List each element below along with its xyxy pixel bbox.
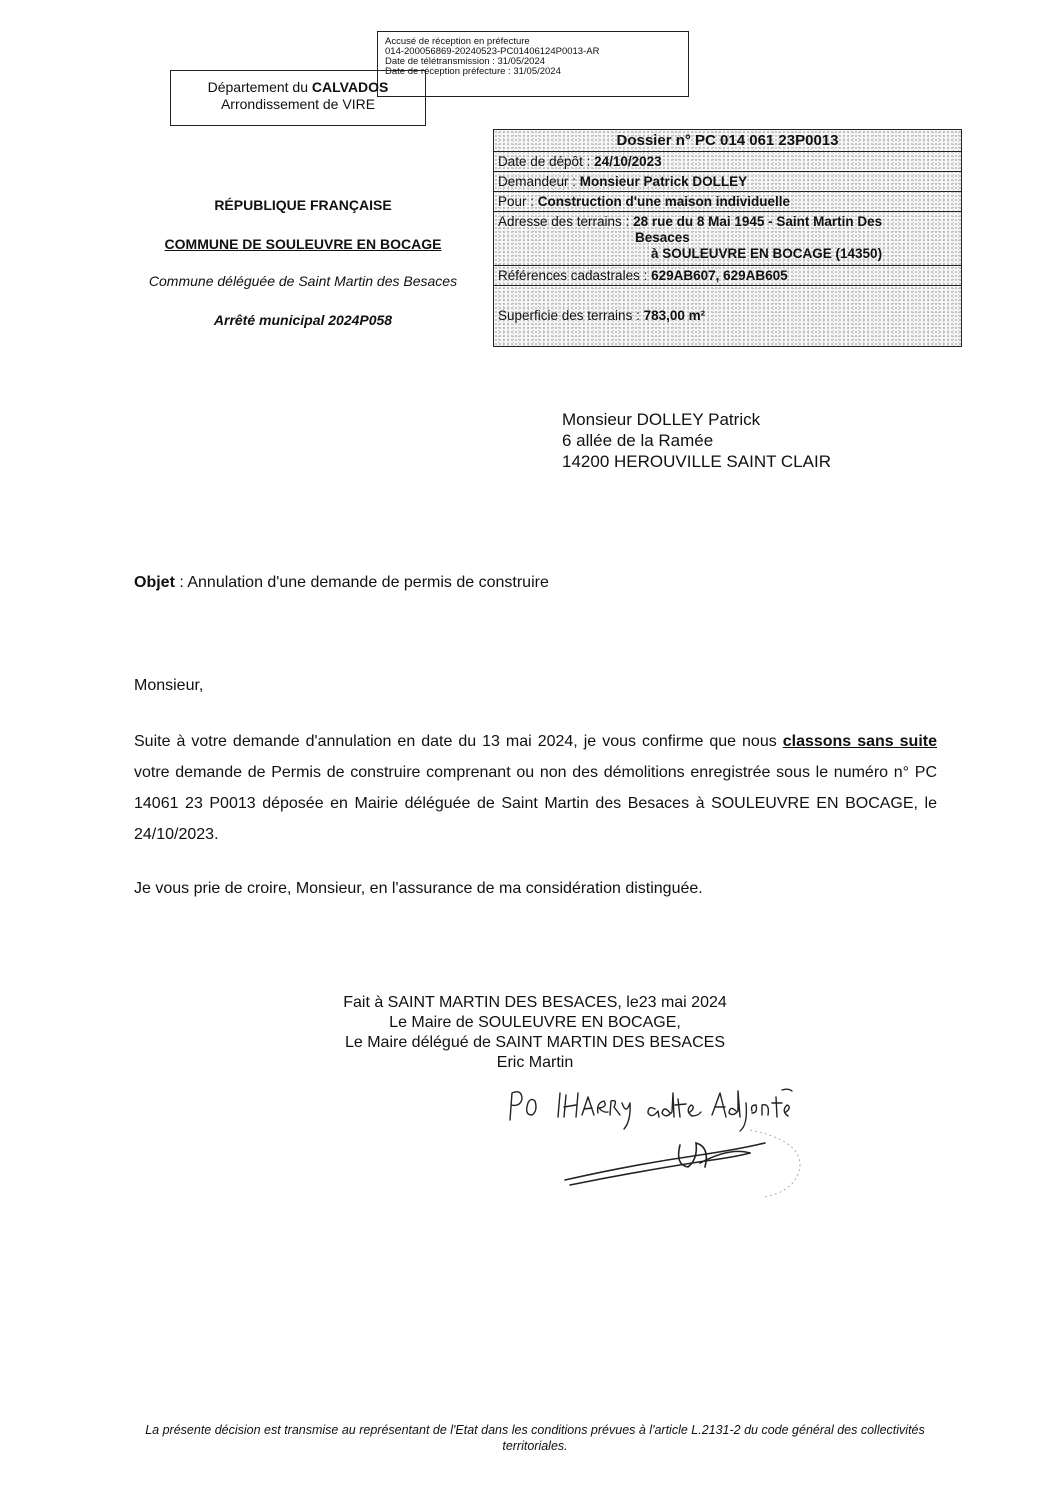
signature-mayor-title: Le Maire de SOULEUVRE EN BOCAGE, (389, 1014, 681, 1031)
dossier-row-adresse: Adresse des terrains : 28 rue du 8 Mai 1945 - Saint Martin Des Besaces à SOULEUVRE EN BOCAGE (14350) (494, 212, 961, 266)
signature-delegate-title: Le Maire délégué de SAINT MARTIN DES BESACES (344, 1034, 725, 1051)
letter-body-paragraph: Suite à votre demande d'annulation en date du 13 mai 2024, je vous confirme que nous classons sans suite votre demande de Permis de construire comprenant ou non des démolitions enregistrée sous le numéro n° PC 14061 23 P0013 déposée en Mairie déléguée de Saint Martin des Besaces à SOULEUVRE EN BOCAGE, le 24/10/2023. (134, 733, 938, 843)
dossier-row-superficie: Superficie des terrains : 783,00 m² (498, 308, 706, 323)
arrondissement-name: VIRE (342, 96, 376, 112)
letter-subject (134, 574, 549, 592)
dossier-row-demandeur: Demandeur : Monsieur Patrick DOLLEY (494, 172, 961, 192)
receipt-line: 014-200056869-20240523-PC01406124P0013-AR (385, 46, 600, 57)
receipt-line: Date de réception préfecture : 31/05/2024 (385, 66, 561, 77)
recipient-street: 6 allée de la Ramée (562, 431, 714, 450)
letter-closing: Je vous prie de croire, Monsieur, en l'assurance de ma considération distinguée. (134, 880, 703, 897)
signature-block (300, 993, 770, 1073)
departement-line: Département du CALVADOS (207, 79, 389, 95)
legal-footer: La présente décision est transmise au représentant de l'Etat dans les conditions prévues à l'article L.2131-2 du code général des collectivités territoriales. (145, 1423, 925, 1453)
commune-deleguee: Commune déléguée de Saint Martin des Besaces (148, 273, 458, 289)
handwritten-signature (500, 1085, 830, 1200)
subject-text: : Annulation d'une demande de permis de construire (174, 574, 549, 591)
subject-label: Objet (134, 574, 175, 591)
dossier-row-depot: Date de dépôt : 24/10/2023 (494, 152, 961, 172)
dossier-row-pour: Pour : Construction d'une maison individuelle (494, 192, 961, 212)
signature-name: Eric Martin (496, 1054, 574, 1071)
arrete-number: Arrêté municipal 2024P058 (213, 312, 393, 328)
departement-box (170, 70, 426, 126)
dossier-number: Dossier n° PC 014 061 23P0013 (494, 130, 961, 152)
receipt-line: Accusé de réception en préfecture (385, 36, 530, 47)
recipient-name: Monsieur DOLLEY Patrick (562, 410, 761, 429)
republic-heading: RÉPUBLIQUE FRANÇAISE (214, 197, 392, 213)
recipient-address (562, 409, 831, 472)
signature-place-date: Fait à SAINT MARTIN DES BESACES, le23 mai 2024 (343, 994, 727, 1011)
dossier-row-cadastre: Références cadastrales : 629AB607, 629AB605 (494, 266, 961, 286)
classons-sans-suite: classons sans suite (782, 733, 938, 750)
recipient-city: 14200 HEROUVILLE SAINT CLAIR (562, 452, 831, 471)
letter-salutation: Monsieur, (134, 677, 204, 694)
departement-name: CALVADOS (311, 79, 389, 95)
dossier-table (493, 129, 962, 347)
receipt-line: Date de télétransmission : 31/05/2024 (385, 56, 546, 67)
arrondissement-line: Arrondissement de VIRE (220, 96, 376, 112)
commune-heading: COMMUNE DE SOULEUVRE EN BOCAGE (164, 236, 442, 252)
